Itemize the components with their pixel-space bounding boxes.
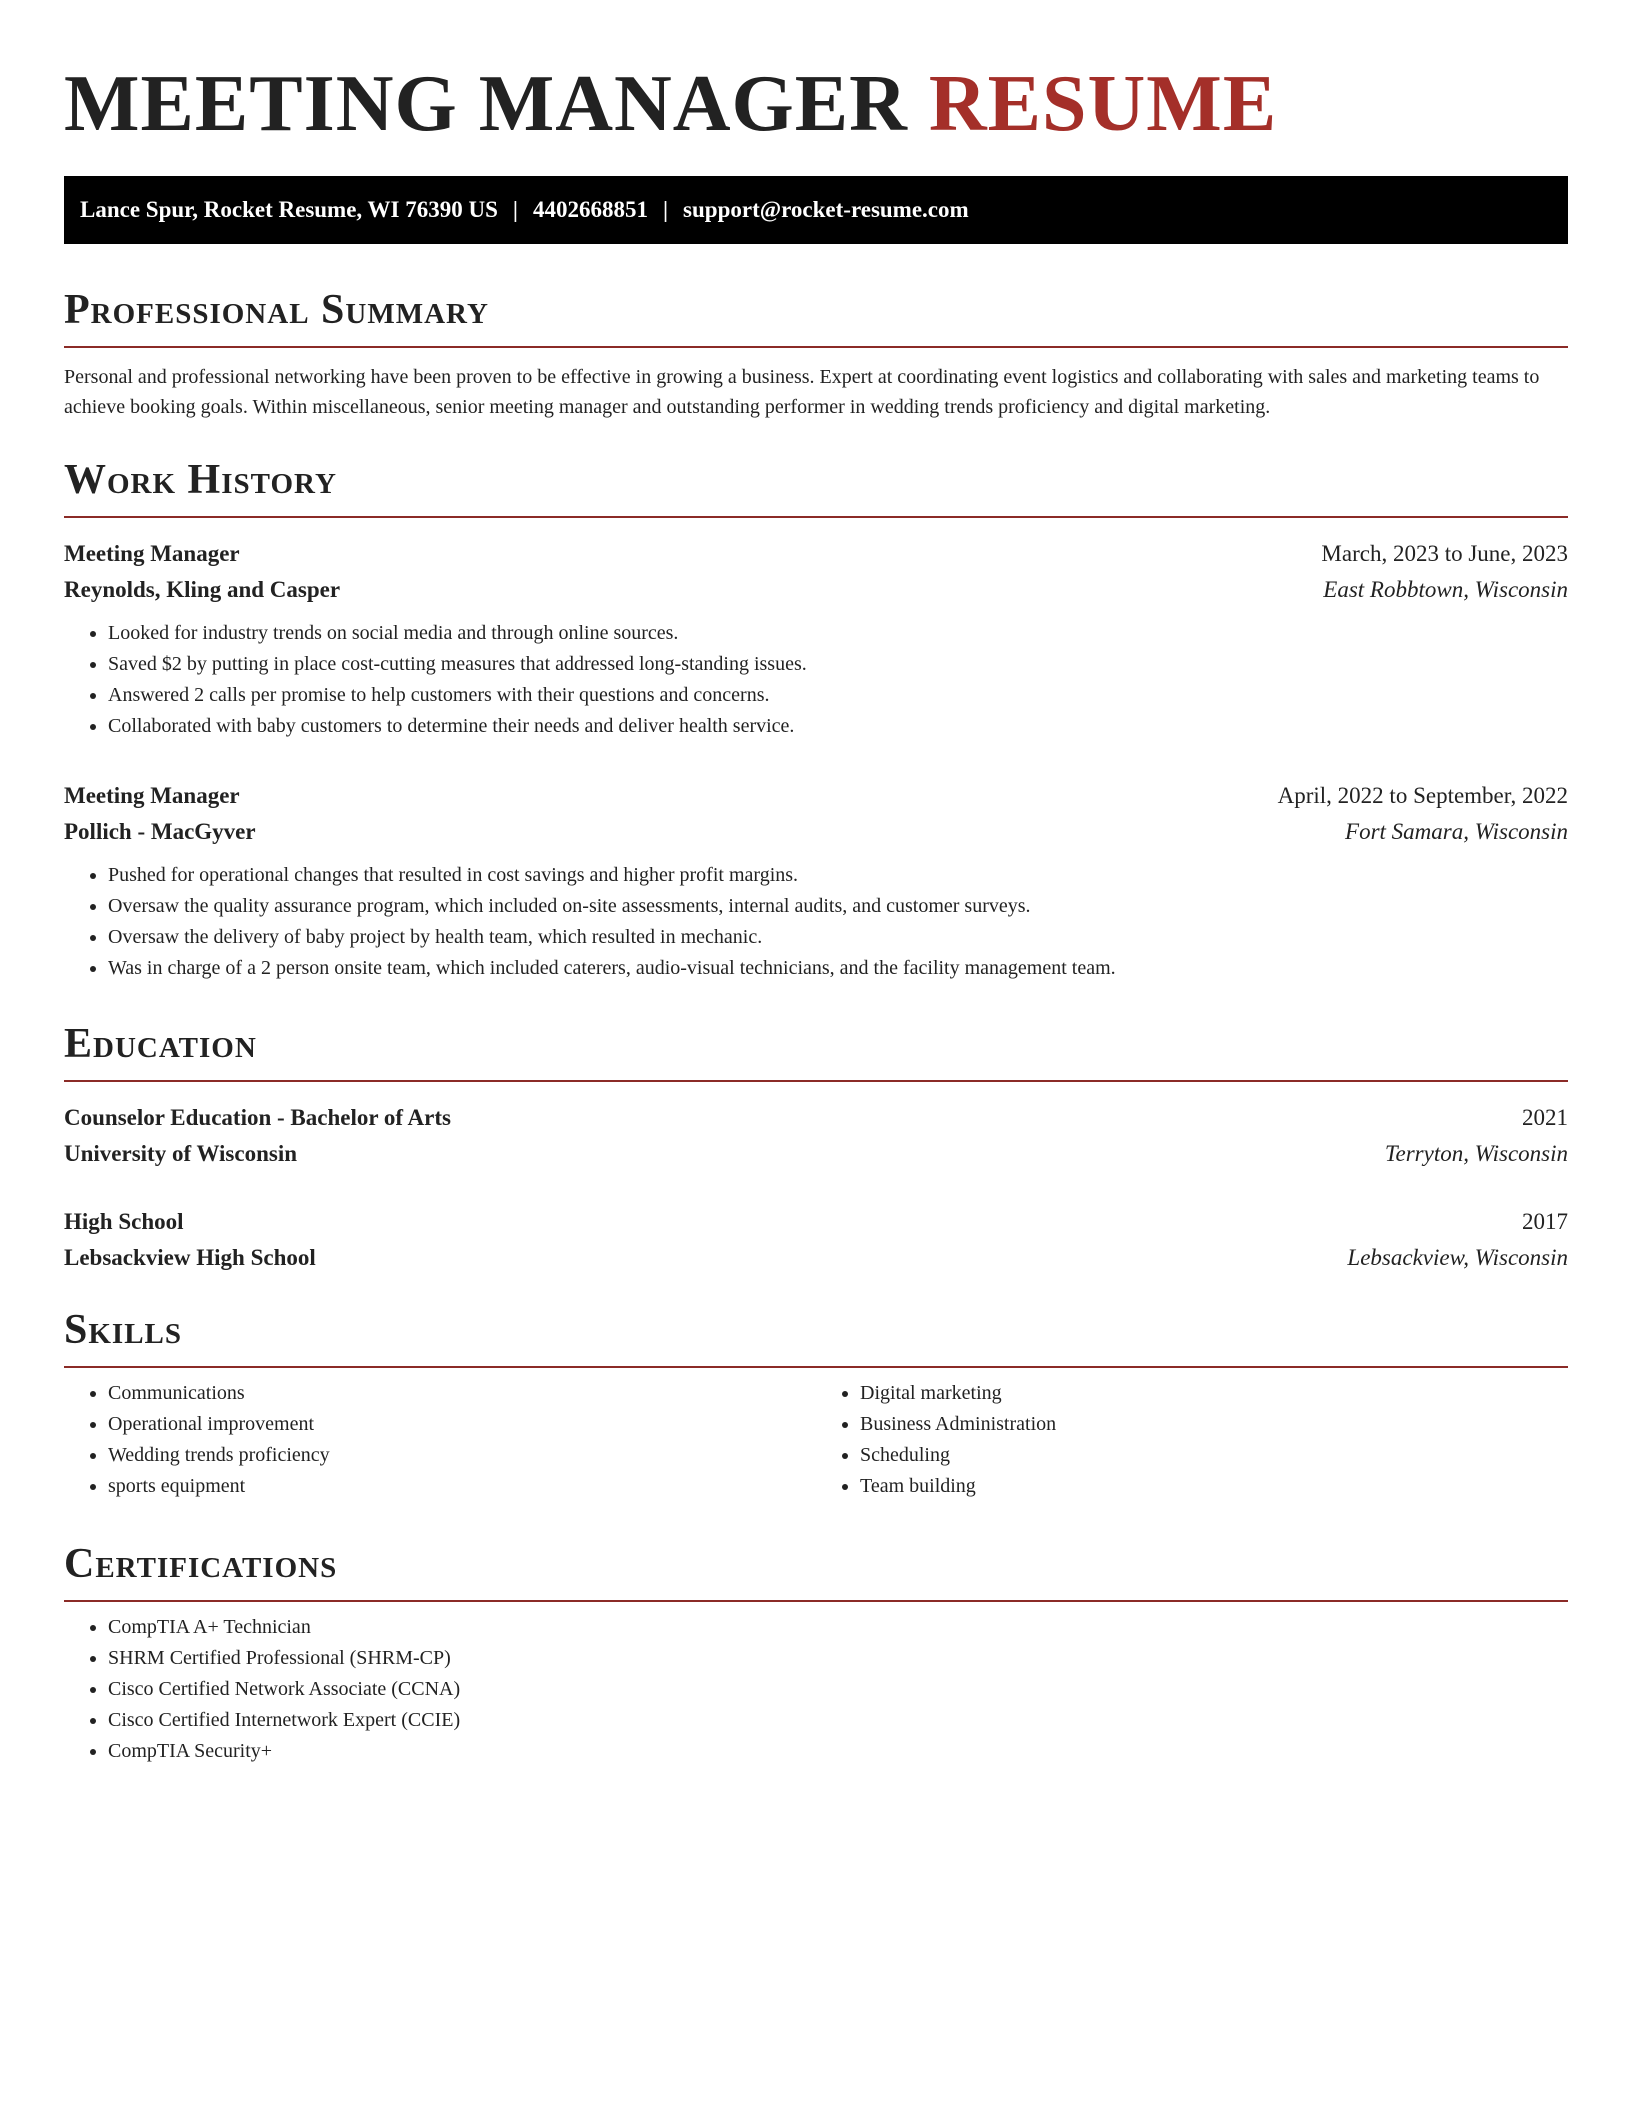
skill-item: • sports equipment (108, 1471, 816, 1502)
job-bullet: • Oversaw the quality assurance program, which included on-site assessments, internal audits, and customer surveys. (108, 891, 1568, 922)
job-bullet: • Was in charge of a 2 person onsite team, which included caterers, audio-visual technicians, and the facility management team. (108, 953, 1568, 984)
job-bullet: • Collaborated with baby customers to determine their needs and deliver health service. (108, 711, 1568, 742)
education-degree: High School (64, 1209, 184, 1234)
job-entry (64, 536, 1568, 742)
job-location: Fort Samara, Wisconsin (1345, 819, 1568, 844)
education-section (64, 1016, 1568, 1276)
resume-title (64, 0, 1568, 160)
job-entry (64, 778, 1568, 984)
job-company: Reynolds, Kling and Casper (64, 577, 341, 602)
job-bullet: • Answered 2 calls per promise to help customers with their questions and concerns. (108, 680, 1568, 711)
skill-item: • Scheduling (860, 1440, 1568, 1471)
certification-item: • CompTIA Security+ (108, 1736, 1568, 1767)
certifications-list (64, 1612, 1568, 1767)
contact-bar (64, 176, 1568, 244)
education-degree: Counselor Education - Bachelor of Arts (64, 1105, 451, 1130)
resume-page (64, 0, 1568, 1762)
title-main: MEETING MANAGER (64, 60, 908, 148)
certification-item: • Cisco Certified Network Associate (CCNA) (108, 1674, 1568, 1705)
contact-separator: | (662, 197, 669, 222)
education-entry (64, 1204, 1568, 1276)
job-bullet: • Pushed for operational changes that resulted in cost savings and higher profit margins. (108, 860, 1568, 891)
summary-text: Personal and professional networking have been proven to be effective in growing a business. Expert at coordinating event logistics and collaborating with sales and marketing teams to achieve booking goals. Within miscellaneous, senior meeting manager and outstanding performer in wedding trends proficiency and digital marketing. (64, 366, 1540, 418)
job-bullet: • Oversaw the delivery of baby project by health team, which resulted in mechanic. (108, 922, 1568, 953)
job-dates: April, 2022 to September, 2022 (1277, 783, 1568, 808)
skills-heading: Skills (64, 1302, 1568, 1368)
job-dates: March, 2023 to June, 2023 (1321, 541, 1568, 566)
contact-email: support@rocket-resume.com (683, 197, 969, 222)
job-bullets (64, 860, 1568, 984)
education-school: University of Wisconsin (64, 1141, 298, 1166)
education-location: Terryton, Wisconsin (1384, 1141, 1568, 1166)
certification-item: • Cisco Certified Internetwork Expert (CCIE) (108, 1705, 1568, 1736)
skill-item: • Business Administration (860, 1409, 1568, 1440)
education-year: 2017 (1522, 1209, 1568, 1234)
certification-item: • SHRM Certified Professional (SHRM-CP) (108, 1643, 1568, 1674)
job-company: Pollich - MacGyver (64, 819, 256, 844)
contact-phone: 4402668851 (532, 197, 648, 222)
job-bullets (64, 618, 1568, 742)
skill-item: • Digital marketing (860, 1378, 1568, 1409)
skill-item: • Communications (108, 1378, 816, 1409)
job-bullet: • Saved $2 by putting in place cost-cutting measures that addressed long-standing issues. (108, 649, 1568, 680)
job-title: Meeting Manager (64, 783, 240, 808)
summary-heading: Professional Summary (64, 282, 1568, 348)
work-history-heading: Work History (64, 452, 1568, 518)
certifications-section (64, 1536, 1568, 1767)
contact-separator: | (512, 197, 518, 222)
certifications-heading: Certifications (64, 1536, 1568, 1602)
job-location: East Robbtown, Wisconsin (1323, 577, 1568, 602)
education-school: Lebsackview High School (64, 1245, 316, 1270)
skills-list-right (816, 1378, 1568, 1502)
education-location: Lebsackview, Wisconsin (1347, 1245, 1568, 1270)
education-heading: Education (64, 1016, 1568, 1082)
work-history-section (64, 452, 1568, 984)
contact-address: Lance Spur, Rocket Resume, WI 76390 US (80, 197, 498, 222)
certification-item: • CompTIA A+ Technician (108, 1612, 1568, 1643)
skill-item: • Wedding trends proficiency (108, 1440, 816, 1471)
education-year: 2021 (1522, 1105, 1568, 1130)
skills-list-left (64, 1378, 816, 1502)
skill-item: • Team building (860, 1471, 1568, 1502)
job-title: Meeting Manager (64, 541, 240, 566)
summary-section (64, 282, 1568, 422)
title-accent: RESUME (928, 60, 1278, 148)
job-bullet: • Looked for industry trends on social media and through online sources. (108, 618, 1568, 649)
education-entry (64, 1100, 1568, 1172)
skill-item: • Operational improvement (108, 1409, 816, 1440)
skills-section (64, 1302, 1568, 1502)
